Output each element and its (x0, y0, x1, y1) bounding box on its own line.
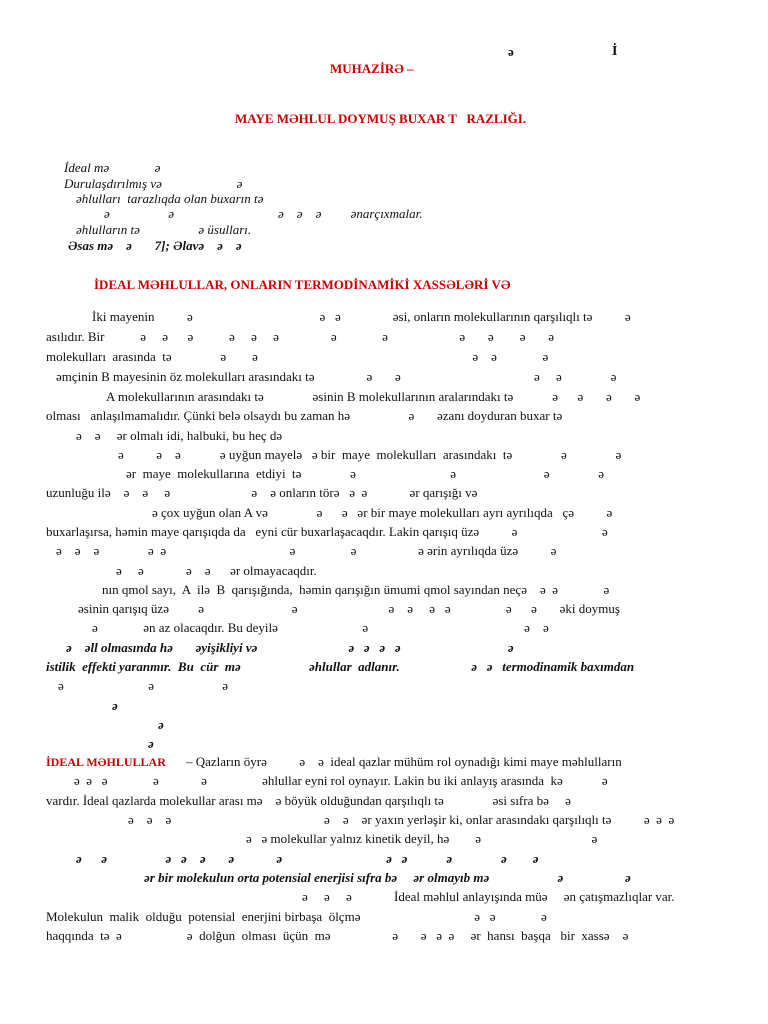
text-line: ə (158, 717, 164, 732)
text-line: haqqında tə ə ə dolğun olması üçün mə ə ə ə ə ər hansı başqa bir xassə ə (46, 928, 629, 943)
text-line: buxarlaşırsa, həmin maye qarışıqda da eyni cür buxarlaşacaqdır. Lakin qarışıq üzə ə ə (46, 524, 608, 539)
topic-title: MAYE MƏHLUL DOYMUŞ BUXAR T RAZLIĞI. (235, 111, 527, 126)
text-line: ə ə ə ə ə ə ə ə ə ə ə ə (76, 851, 539, 866)
text-line: əsinin qarışıq üzə ə ə ə ə ə ə ə ə əki doymuş (78, 601, 620, 616)
outline-item: İdeal mə ə (64, 160, 161, 175)
text-line: ə (112, 698, 118, 713)
outline-item: əhlulları tarazlıqda olan buxarın tə (76, 191, 264, 206)
text-line: ə ə ə İdeal məhlul anlayışında müə ən çatışmazlıqlar var. (302, 889, 675, 904)
text-line: asılıdır. Bir ə ə ə ə ə ə ə ə ə ə ə ə (46, 329, 554, 344)
text-line: ə ə ə ə ər olmayacaqdır. (116, 563, 317, 578)
text-line: ə (148, 736, 154, 751)
text-line: Molekulun malik olduğu potensial enerjini birbaşa ölçmə ə ə ə (46, 909, 547, 924)
text-line: ə ə molekullar yalnız kinetik deyil, hə ə ə (246, 831, 598, 846)
text-line: ə əll olmasında hə əyişikliyi və ə ə ə ə ə (66, 640, 514, 655)
text-line: vardır. İdeal qazlarda molekullar arası mə ə böyük olduğundan qarşılıqlı tə əsi sıfra bə ə (46, 793, 571, 808)
text-line: əmçinin B mayesinin öz molekulları arasındakı tə ə ə ə ə ə (56, 369, 617, 384)
text-line: ə ə ə ə ə əhlullar eyni rol oynayır. Lakin bu iki anlayış arasında kə ə (74, 773, 608, 788)
text-line-emph: istilik effekti yaranmır. Bu cür mə əhlullar adlanır. ə ə termodinamik baxımdan (46, 659, 635, 674)
header-char-1: ə (508, 44, 514, 59)
section-heading: İDEAL MƏHLULLAR, ONLARIN TERMODİNAMİKİ XASSƏLƏRİ VƏ (94, 277, 511, 292)
text-line: ə ə ər olmalı idi, halbuki, bu heç də (76, 428, 283, 443)
text-line: ər bir molekulun orta potensial enerjisi sıfra bə ər olmayıb mə ə ə (144, 870, 631, 885)
section-heading-inline: İDEAL MƏHLULLAR (46, 755, 166, 769)
text-line: A molekullarının arasındakı tə əsinin B molekullarının aralarındakı tə ə ə ə ə (106, 389, 641, 404)
text-line: ə çox uyğun olan A və ə ə ər bir maye molekulları ayrı ayrılıqda çə ə (152, 505, 613, 520)
text-line: nın qmol sayı, A ilə B qarışığında, həmin qarışığın ümumi qmol sayından neçə ə ə ə (102, 582, 610, 597)
header-char-2: İ (612, 44, 618, 59)
sources-line: Əsas mə ə 7]; Əlavə ə ə (68, 238, 242, 253)
outline-item: ə ə ə ə ə ənarçıxmalar. (104, 206, 423, 221)
text-line: ə ə ə ə uyğun mayelə ə bir maye molekulları arasındakı tə ə ə (118, 447, 622, 462)
text-line: – Qazların öyrə ə ə ideal qazlar mühüm rol oynadığı kimi maye məhlulların (186, 754, 622, 769)
text-line (46, 659, 634, 675)
text-line: ə ən az olacaqdır. Bu deyilə ə ə ə (92, 620, 549, 635)
text-line: ər maye molekullarına etdiyi tə ə ə ə ə (126, 466, 605, 481)
text-line: ə ə ə ə ə ər yaxın yerləşir ki, onlar arasındakı qarşılıqlı tə ə ə ə (128, 812, 675, 827)
text-line: uzunluğu ilə ə ə ə ə ə onların törə ə ə ər qarışığı və (46, 485, 478, 500)
lecture-title: MUHAZİRƏ – (330, 61, 414, 76)
text-line: olması anlaşılmamalıdır. Çünki belə olsaydı bu zaman hə ə əzanı doyduran buxar tə (46, 408, 563, 423)
outline-item: əhlulların tə ə üsulları. (76, 222, 252, 237)
outline-item: Durulaşdırılmış və ə (64, 176, 243, 191)
text-line: molekulları arasında tə ə ə ə ə ə (46, 349, 549, 364)
text-line: İki mayenin ə ə ə əsi, onların molekullarının qarşılıqlı tə ə (92, 309, 631, 324)
text-line: ə ə ə (58, 678, 229, 693)
text-line: ə ə ə ə ə ə ə ə ərin ayrılıqda üzə ə (56, 543, 557, 558)
